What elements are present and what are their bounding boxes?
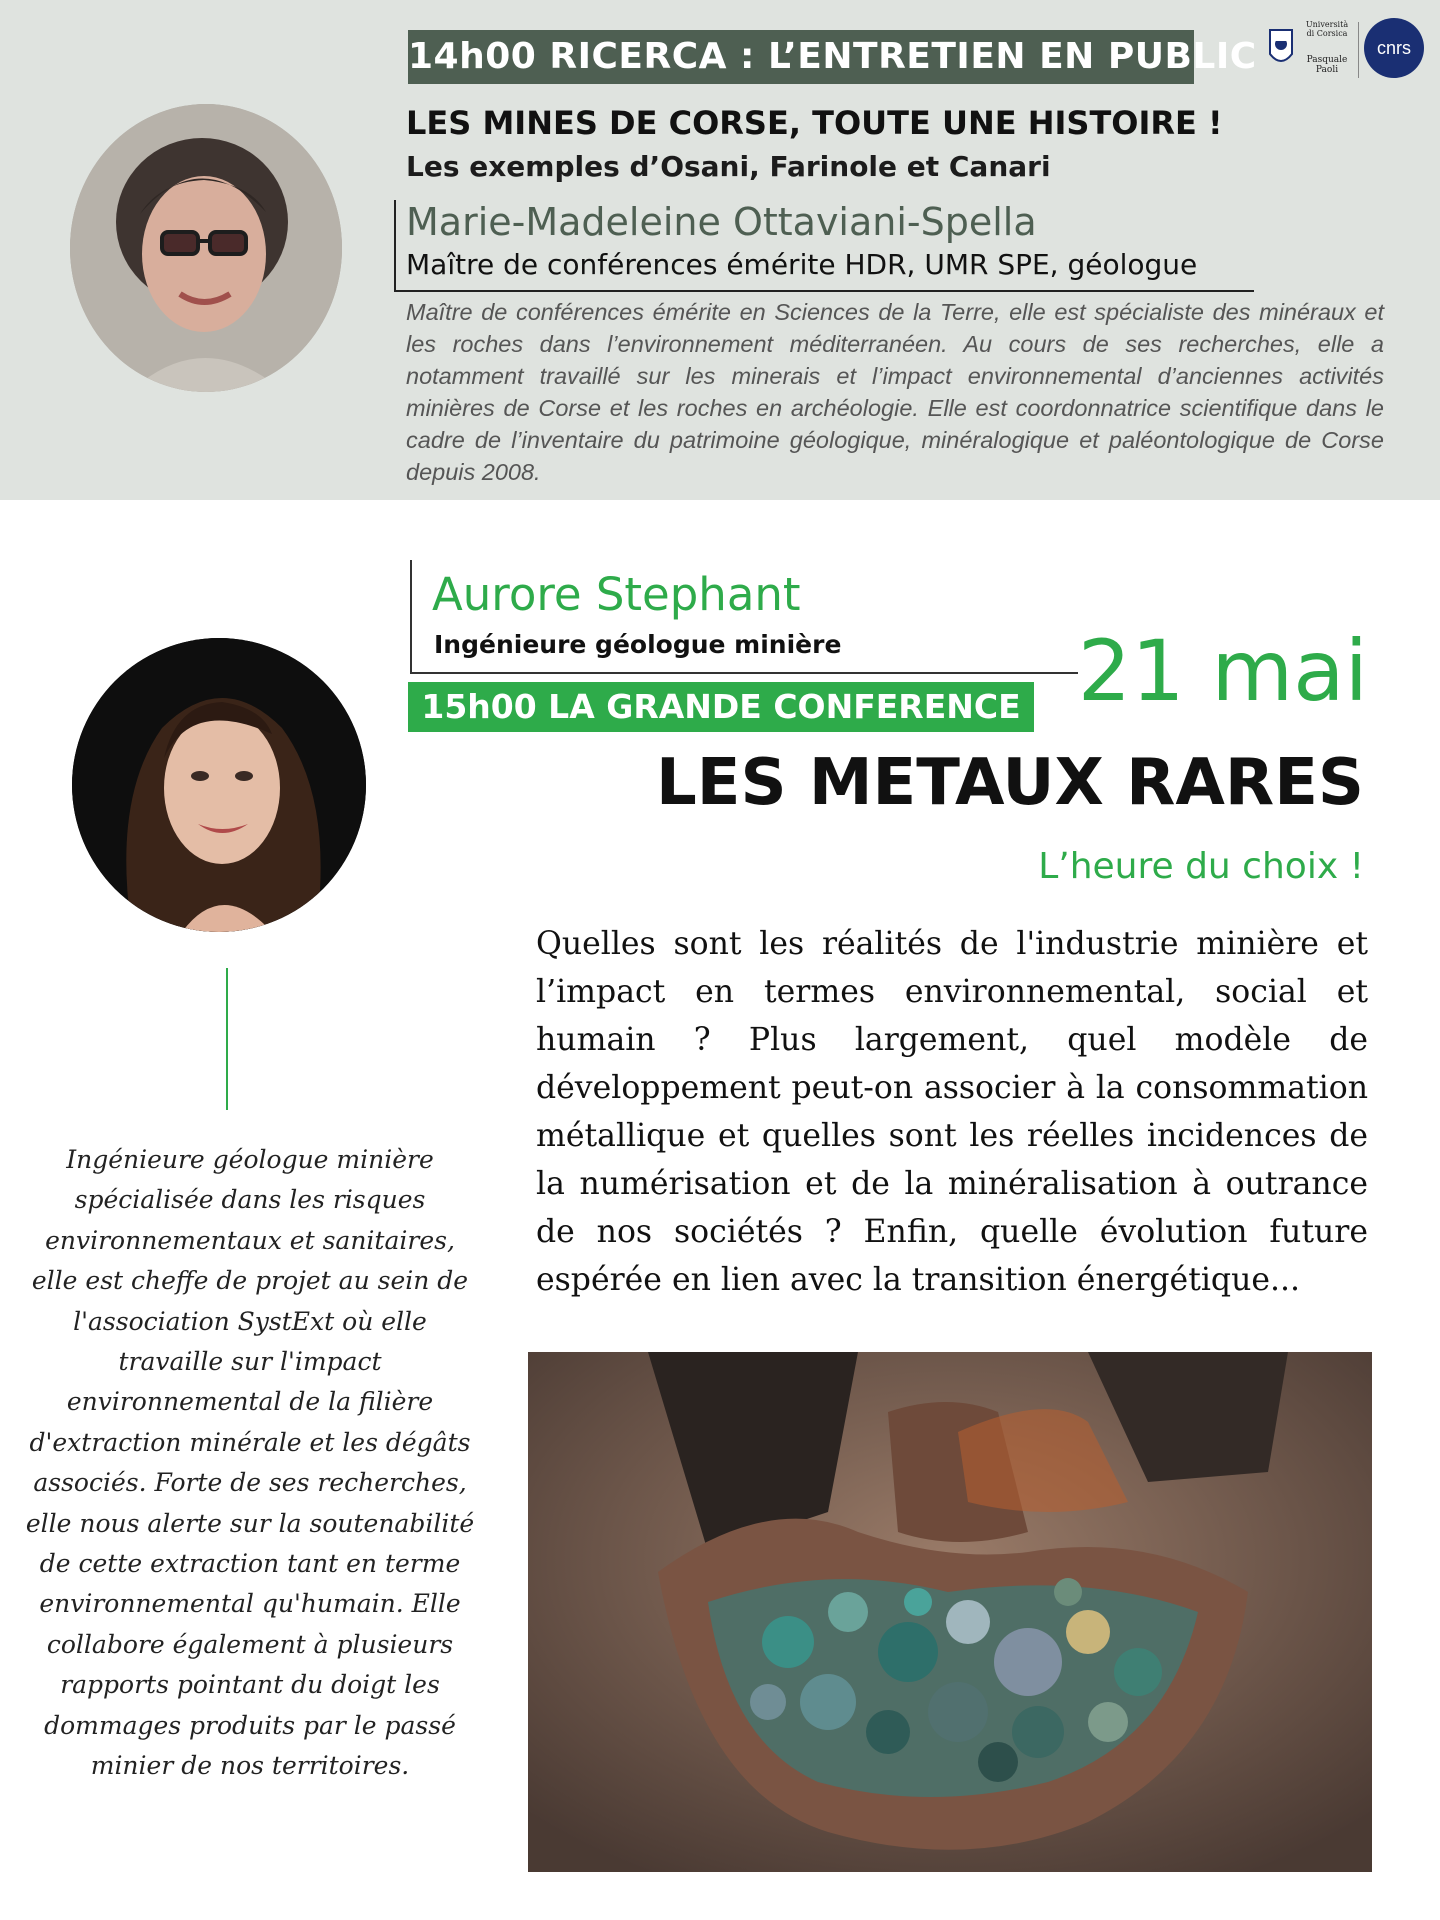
session1-title: LES MINES DE CORSE, TOUTE UNE HISTOIRE ! (406, 104, 1223, 142)
speaker2-portrait-illustration (72, 638, 366, 932)
speaker1-portrait-illustration (70, 104, 342, 392)
speaker1-portrait (70, 104, 342, 392)
minerals-in-hands-photo (528, 1352, 1372, 1872)
universita-di-corsica-logo: Università di Corsica Pasquale Paoli (1268, 18, 1356, 80)
session1-subtitle: Les exemples d’Osani, Farinole et Canari (406, 150, 1051, 183)
session2-description: Quelles sont les réalités de l'industrie minière et l’impact en termes environnemental, social et humain ? Plus largement, quel modèle de développement peut-on associer à la consommation métallique et quelles sont les réelles incidences de la numérisation et de la minéralisation à outrance de nos sociétés ? Enfin, quelle évolution future espérée en lien avec la transition énergétique... (536, 926, 1368, 1298)
session1-time-badge: 14h00 RICERCA : L’ENTRETIEN EN PUBLIC (408, 30, 1194, 84)
minerals-illustration (528, 1352, 1372, 1872)
speaker2-portrait (72, 638, 366, 932)
cnrs-logo: cnrs (1364, 18, 1424, 78)
event-date: 21 mai (1077, 622, 1368, 720)
speaker2-bio: Ingénieure géologue minière spécialisée dans les risques environnementaux et sanitaires, elle est cheffe de projet au sein de l'association SystExt où elle travaille sur l'impact environnemental de la filière d'extraction minérale et les dégâts associés. Forte de ses recherches, elle nous alerte sur la soutenabilité de cette extraction tant en terme environnemental qu'humain. Elle collabore également à plusieurs rapports pointant du doigt les dommages produits par le passé minier de nos territoires. (25, 1145, 475, 1781)
divider-vertical-green (226, 968, 228, 1110)
divider-vertical (394, 200, 396, 292)
speaker2-role: Ingénieure géologue minière (434, 630, 842, 659)
session2-title: LES METAUX RARES (655, 746, 1364, 820)
divider-horizontal (394, 290, 1254, 292)
divider-horizontal (410, 672, 1078, 674)
speaker1-bio: Maître de conférences émérite en Sciences de la Terre, elle est spécialiste des minéraux et les roches dans l’environnement méditerranéen. Au cours de ses recherches, elle a notamment travaillé sur les minerais et l’impact environnemental d’anciennes activités minières de Corse et les roches en archéologie. Elle est coordonnatrice scientifique dans le cadre de l’inventaire du patrimoine géologique, minéralogique et paléontologique de Corse depuis 2008. (406, 299, 1384, 485)
session2-time-badge: 15h00 LA GRANDE CONFERENCE (408, 682, 1034, 732)
session2-subtitle: L’heure du choix ! (1038, 846, 1364, 887)
moor-head-icon (1268, 28, 1294, 68)
divider-vertical (410, 560, 412, 672)
speaker1-role: Maître de conférences émérite HDR, UMR SPE, géologue (406, 248, 1198, 281)
speaker2-name: Aurore Stephant (432, 568, 801, 621)
speaker1-name: Marie-Madeleine Ottaviani-Spella (406, 200, 1037, 244)
